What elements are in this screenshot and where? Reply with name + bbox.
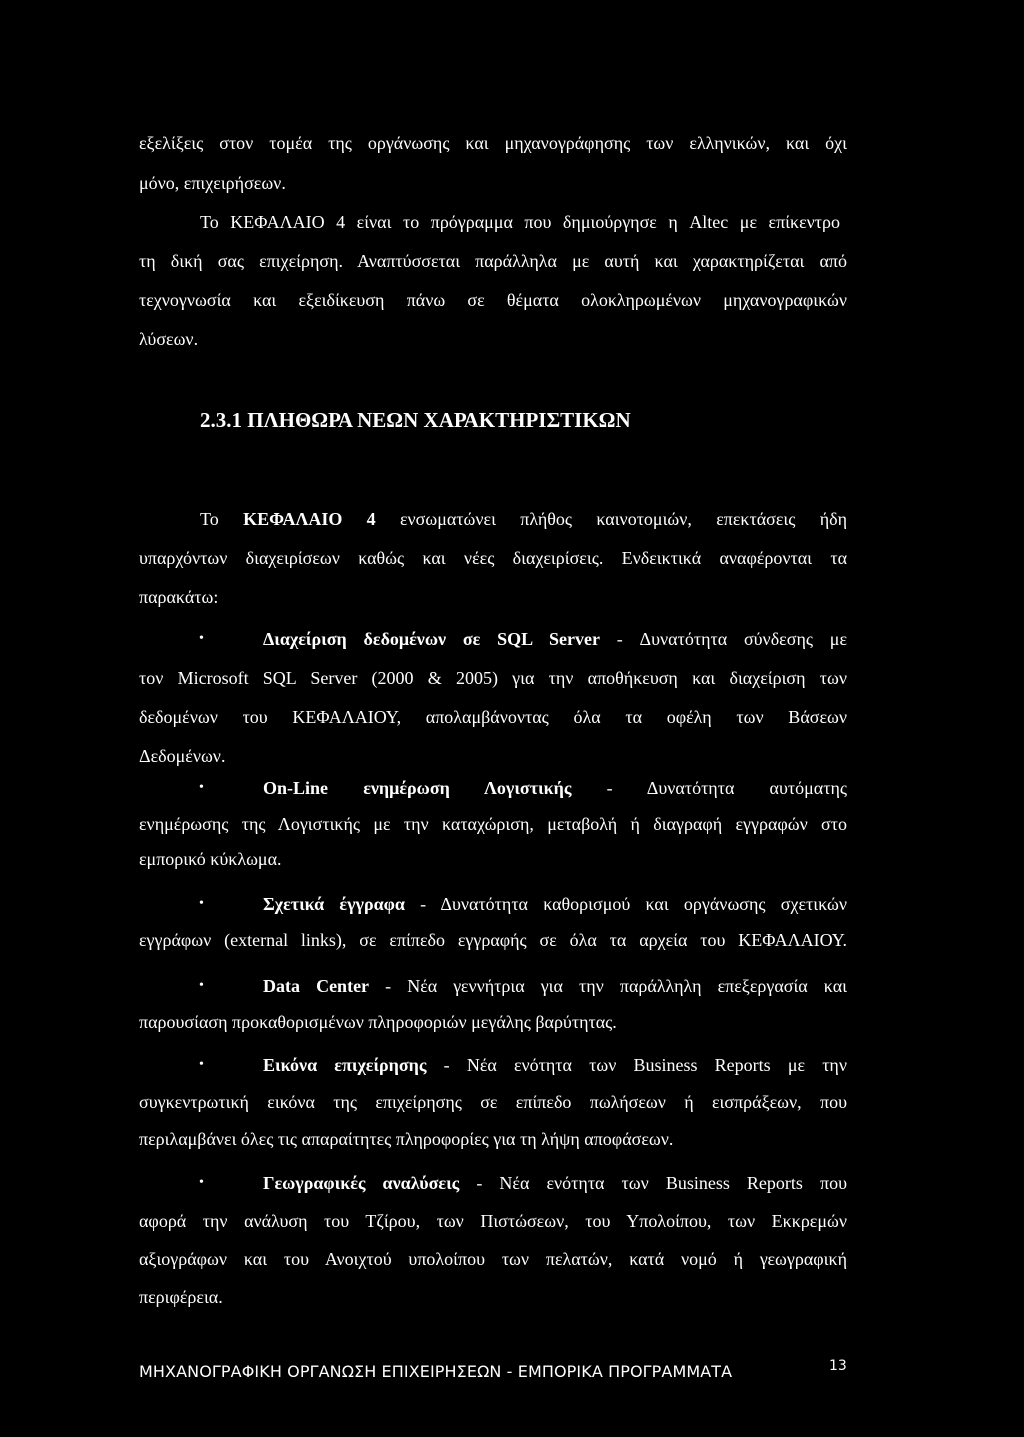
section-paragraph-line-1 bbox=[200, 508, 847, 530]
bullet-6-line-3: αξιογράφων και του Ανοιχτού υπολοίπου των πελατών, κατά νομό ή γεωγραφική bbox=[139, 1249, 847, 1269]
bullet-6-title: Γεωγραφικές αναλύσεις bbox=[263, 1173, 460, 1193]
bullet-2-title: On-Line ενημέρωση Λογιστικής bbox=[263, 778, 572, 798]
bullet-3-text: - Δυνατότητα καθορισμού και οργάνωσης σχετικών bbox=[404, 894, 847, 914]
bullet-6-line-2: αφορά την ανάλυση του Τζίρου, των Πιστώσεων, του Υπολοίπου, των Εκκρεμών bbox=[139, 1211, 847, 1231]
section-lead: Το bbox=[200, 509, 244, 529]
bullet-2-line-3: εμπορικό κύκλωμα. bbox=[139, 849, 282, 869]
footer-title: ΜΗΧΑΝΟΓΡΑΦΙΚΗ ΟΡΓΑΝΩΣΗ ΕΠΙΧΕΙΡΗΣΕΩΝ - ΕΜΠΟΡΙΚΑ ΠΡΟΓΡΑΜΜΑΤΑ bbox=[139, 1362, 733, 1381]
page-number: 13 bbox=[829, 1358, 847, 1374]
bullet-icon: • bbox=[199, 896, 204, 911]
section-paragraph-line-3: παρακάτω: bbox=[139, 587, 219, 607]
bullet-icon: • bbox=[199, 1057, 204, 1072]
bullet-icon: • bbox=[199, 631, 204, 646]
bullet-2-text: - Δυνατότητα αυτόματης bbox=[571, 778, 847, 798]
bullet-6-line-1 bbox=[263, 1172, 847, 1194]
bullet-3-title: Σχετικά έγγραφα bbox=[263, 894, 405, 914]
bullet-5-line-2: συγκεντρωτική εικόνα της επιχείρησης σε επίπεδο πωλήσεων ή εισπράξεων, που bbox=[139, 1092, 847, 1112]
bullet-icon: • bbox=[199, 780, 204, 795]
bullet-4-line-2: παρουσίαση προκαθορισμένων πληροφοριών μεγάλης βαρύτητας. bbox=[139, 1012, 617, 1032]
intro-line-6: λύσεων. bbox=[139, 329, 199, 349]
section-heading: 2.3.1 ΠΛΗΘΩΡΑ ΝΕΩΝ ΧΑΡΑΚΤΗΡΙΣΤΙΚΩΝ bbox=[200, 408, 631, 432]
bullet-6-line-4: περιφέρεια. bbox=[139, 1287, 223, 1307]
bullet-3-line-2: εγγράφων (external links), σε επίπεδο εγγραφής σε όλα τα αρχεία του ΚΕΦΑΛΑΙΟΥ. bbox=[139, 930, 847, 950]
bullet-1-title: Διαχείριση δεδομένων σε SQL Server bbox=[263, 629, 600, 649]
bullet-4-text: - Νέα γεννήτρια για την παράλληλη επεξεργασία και bbox=[369, 976, 847, 996]
bullet-5-line-1 bbox=[263, 1054, 847, 1076]
bullet-1-line-4: Δεδομένων. bbox=[139, 746, 226, 766]
bullet-1-text: - Δυνατότητα σύνδεσης με bbox=[599, 629, 847, 649]
intro-line-5: τεχνογνωσία και εξειδίκευση πάνω σε θέματα ολοκληρωμένων μηχανογραφικών bbox=[139, 290, 847, 310]
bullet-6-text: - Νέα ενότητα των Business Reports που bbox=[459, 1173, 847, 1193]
intro-line-4: τη δική σας επιχείρηση. Αναπτύσσεται παράλληλα με αυτή και χαρακτηρίζεται από bbox=[139, 251, 847, 271]
bullet-1-line-2: τον Microsoft SQL Server (2000 & 2005) για την αποθήκευση και διαχείριση των bbox=[139, 668, 847, 688]
bullet-4-line-1 bbox=[263, 975, 847, 997]
intro-line-3: Το ΚΕΦΑΛΑΙΟ 4 είναι το πρόγραμμα που δημιούργησε η Altec με επίκεντρο bbox=[200, 212, 840, 232]
bullet-2-line-2: ενημέρωσης της Λογιστικής με την καταχώριση, μεταβολή ή διαγραφή εγγραφών στο bbox=[139, 814, 847, 834]
bullet-5-line-3: περιλαμβάνει όλες τις απαραίτητες πληροφορίες για τη λήψη αποφάσεων. bbox=[139, 1129, 674, 1149]
bullet-3-line-1 bbox=[263, 893, 847, 915]
bullet-icon: • bbox=[199, 1175, 204, 1190]
bullet-5-text: - Νέα ενότητα των Business Reports με την bbox=[426, 1055, 847, 1075]
intro-line-1: εξελίξεις στον τομέα της οργάνωσης και μηχανογράφησης των ελληνικών, και όχι bbox=[139, 133, 847, 153]
bullet-2-line-1 bbox=[263, 777, 847, 799]
bullet-5-title: Εικόνα επιχείρησης bbox=[263, 1055, 427, 1075]
section-bold-term: ΚΕΦΑΛΑΙΟ 4 bbox=[243, 509, 376, 529]
section-paragraph-line-2: υπαρχόντων διαχειρίσεων καθώς και νέες διαχειρίσεις. Ενδεικτικά αναφέρονται τα bbox=[139, 548, 847, 568]
bullet-1-line-1 bbox=[263, 628, 847, 650]
bullet-1-line-3: δεδομένων του ΚΕΦΑΛΑΙΟΥ, απολαμβάνοντας όλα τα οφέλη των Βάσεων bbox=[139, 707, 847, 727]
intro-line-2: μόνο, επιχειρήσεων. bbox=[139, 173, 286, 193]
bullet-4-title: Data Center bbox=[263, 976, 370, 996]
section-rest: ενσωματώνει πλήθος καινοτομιών, επεκτάσεις ήδη bbox=[375, 509, 847, 529]
bullet-icon: • bbox=[199, 978, 204, 993]
